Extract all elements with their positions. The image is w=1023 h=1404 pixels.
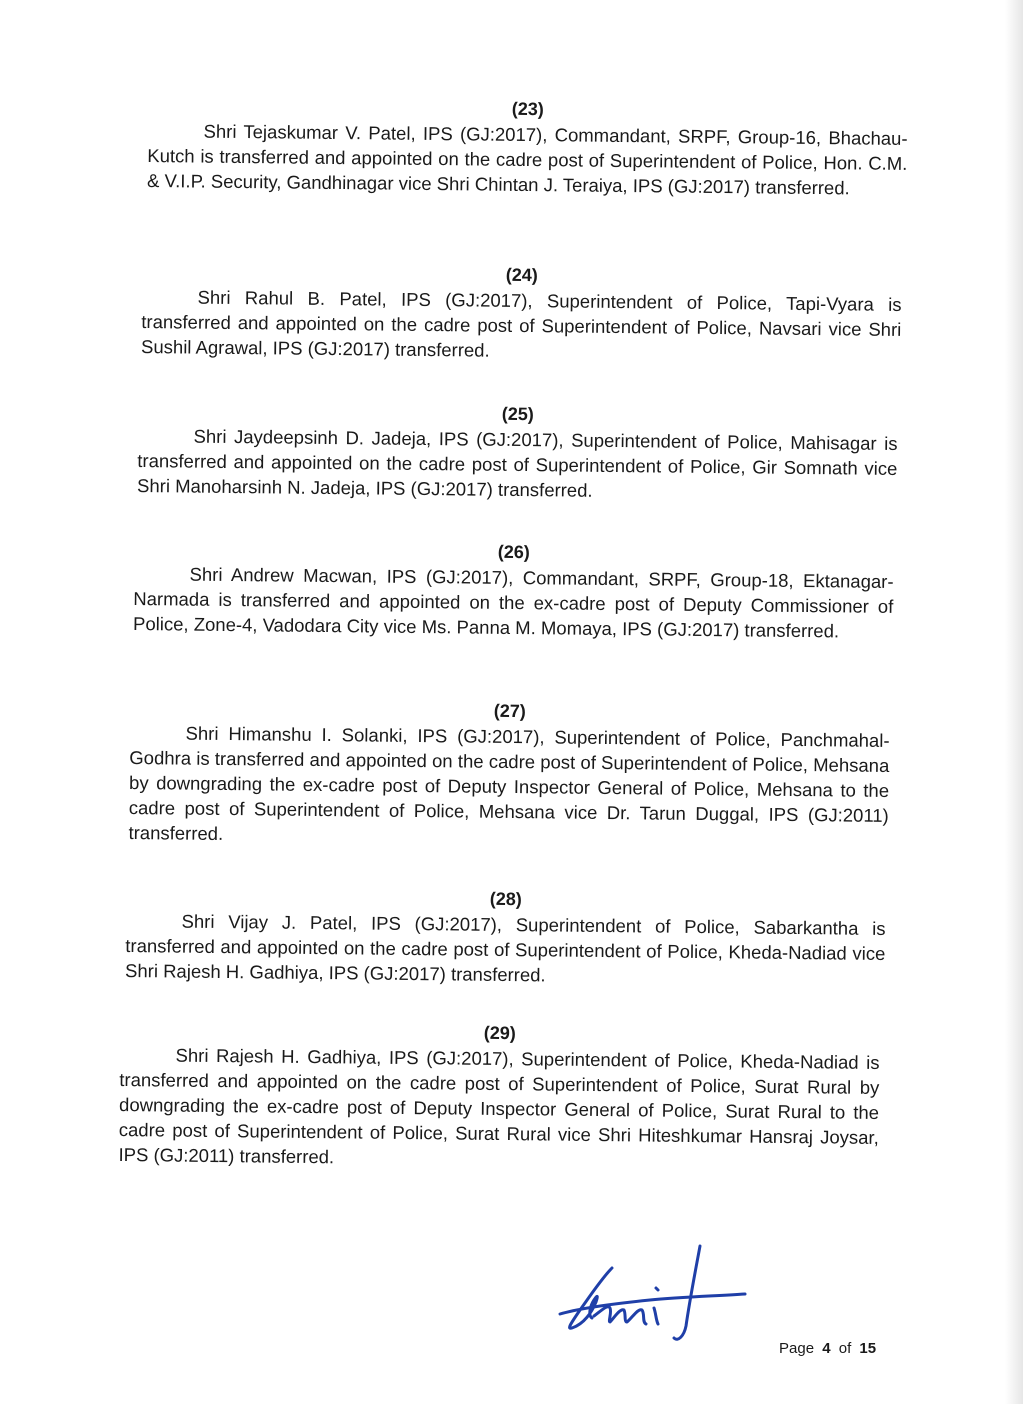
order-text: Shri Tejaskumar V. Patel, IPS (GJ:2017), Commandant, SRPF, Group-16, Bhachau-Kutch is transferred and appointed on the cadre post of Superintendent of Police, Hon. C.M. & V.I.P. Security, Gandhinagar vice Shri Chintan J. Teraiya, IPS (GJ:2017) transferred. — [146, 120, 908, 199]
order-item-25 — [137, 399, 898, 506]
order-item-26 — [133, 537, 894, 644]
order-item-24 — [141, 260, 902, 367]
signature — [550, 1238, 750, 1348]
current-page: 4 — [822, 1340, 831, 1357]
order-number: (28) — [489, 888, 522, 910]
order-text: Shri Himanshu I. Solanki, IPS (GJ:2017), Superintendent of Police, Panchmahal-Godhra is transferred and appointed on the cadre post of Superintendent of Police, Mehsana by downgrading the ex-cadre post of Deputy Inspector General of Police, Mehsana to the cadre post of Superintendent of Police, Mehsana vice Dr. Tarun Duggal, IPS (GJ:2011) transferred. — [128, 722, 890, 844]
page-number-footer — [779, 1340, 876, 1357]
total-pages: 15 — [859, 1340, 877, 1357]
order-text: Shri Andrew Macwan, IPS (GJ:2017), Commandant, SRPF, Group-18, Ektanagar-Narmada is transferred and appointed on the ex-cadre post of Deputy Commissioner of Police, Zone-4, Vadodara City vice Ms. Panna M. Momaya, IPS (GJ:2017) transferred. — [132, 563, 894, 642]
order-number: (27) — [493, 700, 526, 722]
page-edge-shadow — [1005, 0, 1023, 1404]
order-item-28 — [125, 884, 886, 991]
order-item-23 — [147, 94, 908, 201]
order-text: Shri Rajesh H. Gadhiya, IPS (GJ:2017), Superintendent of Police, Kheda-Nadiad is transferred and appointed on the cadre post of Superintendent of Police, Surat Rural by downgrading the ex-cadre post of Deputy Inspector General of Police, Surat Rural to the cadre post of Superintendent of Police, Surat Rural vice Shri Hiteshkumar Hansraj Joysar, IPS (GJ:2011) transferred. — [118, 1044, 880, 1168]
order-text: Shri Jaydeepsinh D. Jadeja, IPS (GJ:2017), Superintendent of Police, Mahisagar is transferred and appointed on the cadre post of Superintendent of Police, Gir Somnath vice Shri Manoharsinh N. Jadeja, IPS (GJ:2017) transferred. — [136, 425, 898, 501]
order-item-27 — [128, 696, 890, 853]
order-number: (25) — [501, 403, 534, 425]
order-item-29 — [118, 1018, 880, 1175]
order-number: (29) — [483, 1022, 516, 1044]
order-number: (23) — [511, 98, 544, 120]
of-label: of — [838, 1340, 852, 1357]
order-number: (26) — [497, 541, 530, 563]
order-number: (24) — [505, 264, 538, 286]
page-label: Page — [779, 1340, 815, 1357]
order-text: Shri Rahul B. Patel, IPS (GJ:2017), Superintendent of Police, Tapi-Vyara is transferred and appointed on the cadre post of Superintendent of Police, Navsari vice Shri Sushil Agrawal, IPS (GJ:2017) transferred. — [140, 286, 902, 361]
order-text: Shri Vijay J. Patel, IPS (GJ:2017), Superintendent of Police, Sabarkantha is transferred and appointed on the cadre post of Superintendent of Police, Kheda-Nadiad vice Shri Rajesh H. Gadhiya, IPS (GJ:2017) transferred. — [124, 910, 886, 986]
